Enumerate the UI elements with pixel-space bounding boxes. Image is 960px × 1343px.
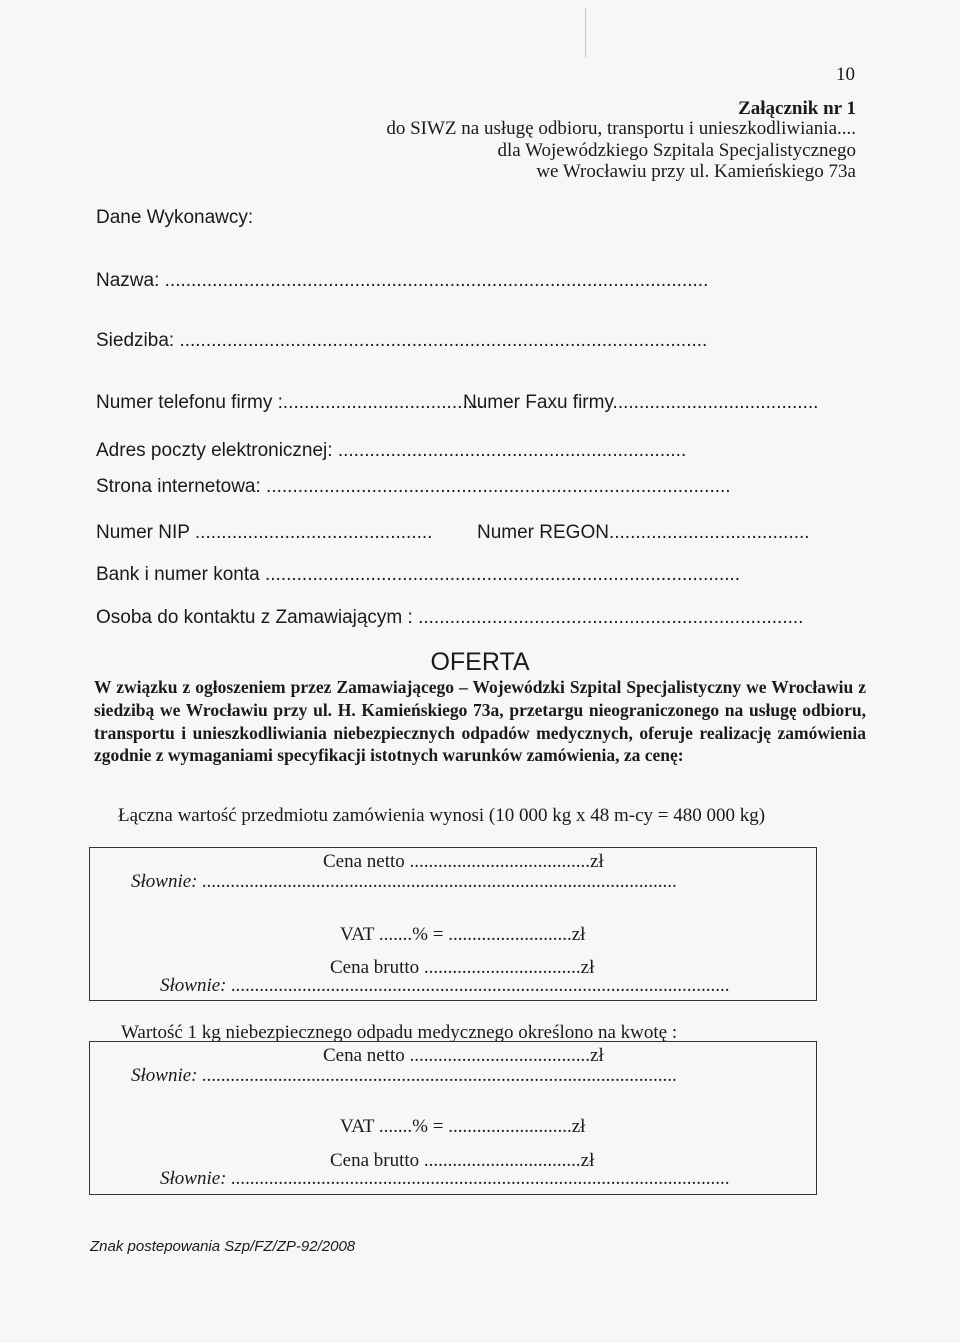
bank-field: Bank i numer konta .......................................................................................... — [96, 564, 741, 585]
total-value-line: Łączna wartość przedmiotu zamówienia wynosi (10 000 kg x 48 m-cy = 480 000 kg) — [118, 805, 766, 826]
attachment-line-3: we Wrocławiu przy ul. Kamieńskiego 73a — [536, 161, 856, 182]
box2-vat: VAT .......% = ..........................zł — [340, 1116, 586, 1137]
box2-in-words: Słownie: .................................................................................................... — [131, 1065, 678, 1086]
contact-field: Osoba do kontaktu z Zamawiającym : ......................................................................... — [96, 607, 804, 628]
box1-net-price: Cena netto ......................................zł — [323, 851, 604, 872]
box1-gross-in-words: Słownie: ......................................................................................................... — [160, 975, 730, 996]
box1-gross-price: Cena brutto .................................zł — [330, 957, 595, 978]
box2-gross-price: Cena brutto .................................zł — [330, 1150, 595, 1171]
phone-field: Numer telefonu firmy :...................................... — [96, 392, 484, 413]
regon-field: Numer REGON...................................... — [477, 522, 810, 543]
name-field: Nazwa: ....................................................................................................... — [96, 270, 709, 291]
box1-in-words: Słownie: .................................................................................................... — [131, 871, 678, 892]
offer-paragraph: W związku z ogłoszeniem przez Zamawiającego – Wojewódzki Szpital Specjalistyczny we Wrocławiu z siedzibą we Wrocławiu przy ul. H. Kamieńskiego 73a, przetargu nieograniczonego na usługę odbioru, transportu i unieszkodliwiania niebezpiecznych odpadów medycznych, oferuje realizację zamówienia zgodnie z wymaganiami specyfikacji istotnych warunków zamówienia, za cenę: — [94, 677, 866, 766]
fax-field: Numer Faxu firmy....................................... — [463, 392, 819, 413]
website-field: Strona internetowa: ........................................................................................ — [96, 476, 731, 497]
offer-title: OFERTA — [430, 648, 530, 676]
page-number: 10 — [836, 64, 855, 85]
attachment-line-1: do SIWZ na usługę odbioru, transportu i unieszkodliwiania.... — [386, 118, 856, 139]
nip-field: Numer NIP ............................................. — [96, 522, 433, 543]
contractor-heading: Dane Wykonawcy: — [96, 207, 254, 228]
unit-price-heading: Wartość 1 kg niebezpiecznego odpadu medycznego określono na kwotę : — [121, 1022, 678, 1043]
email-field: Adres poczty elektronicznej: .................................................................. — [96, 440, 687, 461]
scan-artifact — [585, 8, 586, 58]
box2-gross-in-words: Słownie: ......................................................................................................... — [160, 1168, 730, 1189]
case-reference: Znak postepowania Szp/FZ/ZP-92/2008 — [90, 1238, 356, 1255]
attachment-title: Załącznik nr 1 — [738, 98, 856, 119]
box2-net-price: Cena netto ......................................zł — [323, 1045, 604, 1066]
seat-field: Siedziba: .................................................................................................... — [96, 330, 708, 351]
attachment-line-2: dla Wojewódzkiego Szpitala Specjalistycznego — [497, 140, 856, 161]
box1-vat: VAT .......% = ..........................zł — [340, 924, 586, 945]
